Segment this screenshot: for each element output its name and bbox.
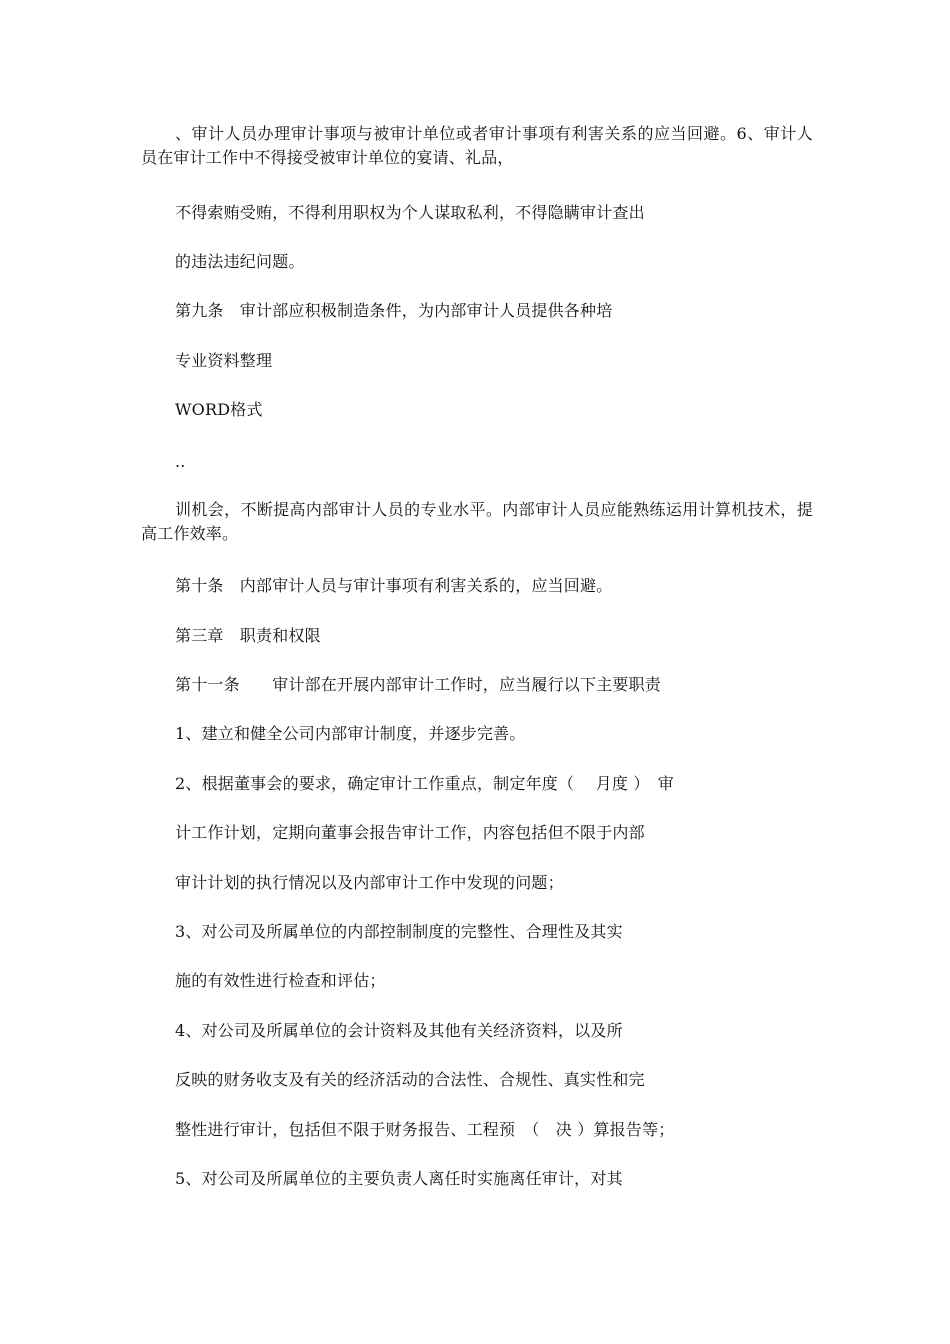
duty-item-2-cont-a: 计工作计划，定期向董事会报告审计工作，内容包括但不限于内部: [175, 823, 645, 842]
duty-item-4: 4、对公司及所属单位的会计资料及其他有关经济资料，以及所: [175, 1021, 623, 1040]
paragraph-training: 训机会，不断提高内部审计人员的专业水平。内部审计人员应能熟练运用计算机技术，提高工作效率。: [141, 500, 813, 543]
chapter-3-heading: 第三章 职责和权限: [175, 626, 321, 645]
duty-item-2: 2、根据董事会的要求，确定审计工作重点，制定年度（ 月度 ） 审: [175, 774, 674, 793]
duty-item-3-cont: 施的有效性进行检查和评估；: [175, 971, 386, 990]
article-11-heading: 第十一条 审计部在开展内部审计工作时，应当履行以下主要职责: [175, 675, 662, 694]
duty-item-4-cont-b: 整性进行审计，包括但不限于财务报告、工程预 （ 决 ）算报告等；: [175, 1120, 675, 1139]
duty-item-5: 5、对公司及所属单位的主要负责人离任时实施离任审计，对其: [175, 1169, 623, 1188]
separator-dots: ..: [175, 452, 186, 471]
duty-item-4-cont-a: 反映的财务收支及有关的经济活动的合法性、合规性、真实性和完: [175, 1070, 645, 1089]
article-9-heading: 第九条 审计部应积极制造条件，为内部审计人员提供各种培: [175, 301, 613, 320]
paragraph-violations: 的违法违纪问题。: [175, 252, 305, 271]
duty-item-1: 1、建立和健全公司内部审计制度，并逐步完善。: [175, 724, 526, 743]
paragraph-no-bribery: 不得索贿受贿，不得利用职权为个人谋取私利，不得隐瞒审计查出: [175, 203, 645, 222]
duty-item-3: 3、对公司及所属单位的内部控制制度的完整性、合理性及其实: [175, 922, 623, 941]
duty-item-2-cont-b: 审计计划的执行情况以及内部审计工作中发现的问题；: [175, 873, 564, 892]
watermark-professional-materials: 专业资料整理: [175, 351, 273, 370]
article-10: 第十条 内部审计人员与审计事项有利害关系的，应当回避。: [175, 576, 613, 595]
watermark-word-format: WORD格式: [175, 400, 263, 419]
paragraph-recusal-and-gifts: 、审计人员办理审计事项与被审计单位或者审计事项有利害关系的应当回避。6、审计人员在审计工作中不得接受被审计单位的宴请、礼品，: [141, 124, 813, 167]
